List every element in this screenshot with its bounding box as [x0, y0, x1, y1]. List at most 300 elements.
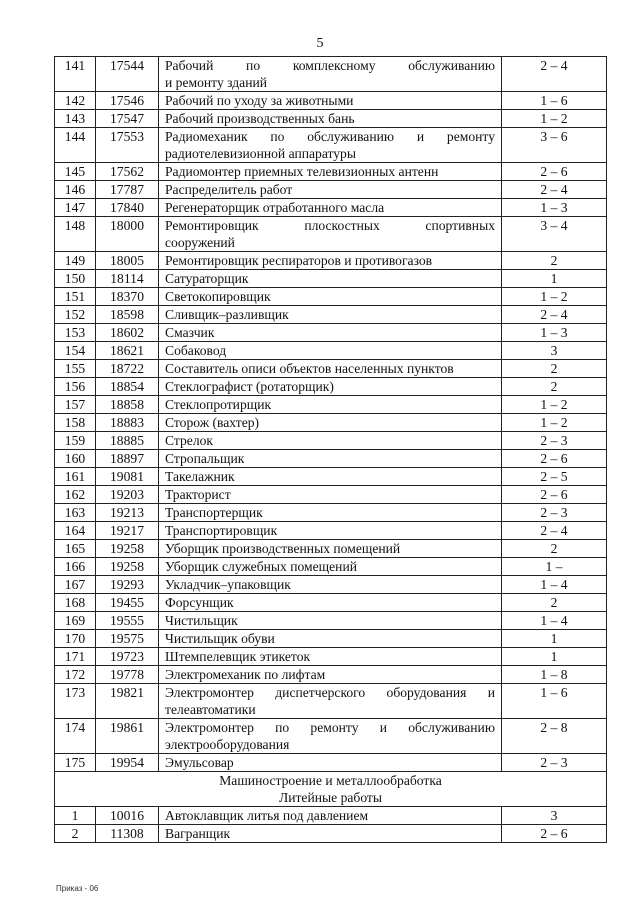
row-number: 166 — [64, 559, 86, 574]
row-number-cell — [55, 666, 96, 684]
row-number: 159 — [64, 433, 86, 448]
profession-code: 19293 — [110, 577, 144, 592]
profession-name-cell — [159, 252, 502, 270]
profession-code: 19455 — [110, 595, 144, 610]
table-body-foundry — [55, 807, 607, 843]
profession-name-cell — [159, 110, 502, 128]
row-number: 172 — [64, 667, 86, 682]
table-row — [55, 306, 607, 324]
grade-range: 1 — [550, 271, 558, 286]
profession-name-cell — [159, 199, 502, 217]
row-number: 150 — [64, 271, 86, 286]
row-number: 158 — [64, 415, 86, 430]
row-number: 156 — [64, 379, 86, 394]
section-title: Машиностроение и металлообработка — [219, 773, 442, 788]
row-number-cell — [55, 252, 96, 270]
profession-name: Сатураторщик — [165, 271, 249, 286]
profession-code-cell — [96, 648, 159, 666]
profession-code-cell — [96, 181, 159, 199]
grade-range: 1 – 2 — [540, 289, 568, 304]
table-row — [55, 807, 607, 825]
row-number-cell — [55, 630, 96, 648]
profession-name-cell — [159, 288, 502, 306]
grade-range-cell — [502, 324, 607, 342]
grade-range-cell — [502, 450, 607, 468]
profession-name-continued: электрооборудования — [165, 737, 290, 752]
row-number-cell — [55, 648, 96, 666]
profession-name: Автоклавщик литья под давлением — [165, 808, 369, 823]
row-number: 154 — [64, 343, 86, 358]
profession-code: 10016 — [110, 808, 144, 823]
profession-code: 18858 — [110, 397, 144, 412]
profession-code-cell — [96, 825, 159, 843]
section-cell — [55, 772, 607, 807]
grade-range: 1 – 3 — [540, 200, 568, 215]
grade-range-cell — [502, 360, 607, 378]
grade-range-cell — [502, 719, 607, 754]
row-number-cell — [55, 396, 96, 414]
grade-range: 3 – 4 — [540, 218, 568, 233]
profession-name: Электромонтер диспетчерского оборудования и — [165, 685, 495, 700]
profession-name-cell — [159, 414, 502, 432]
profession-name-cell — [159, 504, 502, 522]
table-row — [55, 252, 607, 270]
profession-name-cell — [159, 432, 502, 450]
profession-code-cell — [96, 342, 159, 360]
row-number-cell — [55, 558, 96, 576]
row-number-cell — [55, 540, 96, 558]
grade-range: 2 — [550, 541, 558, 556]
profession-code: 19778 — [110, 667, 144, 682]
grade-range-cell — [502, 594, 607, 612]
grade-range: 1 – 4 — [540, 577, 568, 592]
row-number: 168 — [64, 595, 86, 610]
table-row — [55, 719, 607, 754]
row-number-cell — [55, 414, 96, 432]
grade-range-cell — [502, 396, 607, 414]
grade-range: 1 – 8 — [540, 667, 568, 682]
profession-code-cell — [96, 807, 159, 825]
row-number: 164 — [64, 523, 86, 538]
row-number: 157 — [64, 397, 86, 412]
profession-code-cell — [96, 612, 159, 630]
row-number-cell — [55, 468, 96, 486]
profession-name: Транспортерщик — [165, 505, 263, 520]
profession-name-cell — [159, 217, 502, 252]
profession-code-cell — [96, 288, 159, 306]
table-row — [55, 754, 607, 772]
table-row — [55, 684, 607, 719]
row-number: 149 — [64, 253, 86, 268]
table-row — [55, 594, 607, 612]
table-row — [55, 825, 607, 843]
row-number-cell — [55, 504, 96, 522]
profession-name: Стеклографист (ротаторщик) — [165, 379, 334, 394]
profession-name: Чистильщик обуви — [165, 631, 275, 646]
profession-name-cell — [159, 163, 502, 181]
grade-range: 3 — [550, 808, 558, 823]
row-number-cell — [55, 288, 96, 306]
row-number-cell — [55, 450, 96, 468]
profession-name: Стрелок — [165, 433, 214, 448]
grade-range-cell — [502, 199, 607, 217]
row-number-cell — [55, 163, 96, 181]
profession-name-continued: и ремонту зданий — [165, 75, 268, 90]
grade-range-cell — [502, 807, 607, 825]
row-number-cell — [55, 594, 96, 612]
profession-code: 19575 — [110, 631, 144, 646]
row-number-cell — [55, 181, 96, 199]
row-number-cell — [55, 522, 96, 540]
table-body-main — [55, 57, 607, 772]
table-row — [55, 92, 607, 110]
grade-range: 1 – — [545, 559, 563, 574]
profession-name: Уборщик производственных помещений — [165, 541, 401, 556]
profession-name-cell — [159, 486, 502, 504]
table-row — [55, 360, 607, 378]
profession-code-cell — [96, 504, 159, 522]
grade-range: 2 — [550, 595, 558, 610]
grade-range: 1 – 2 — [540, 415, 568, 430]
table-row — [55, 57, 607, 92]
profession-code-cell — [96, 110, 159, 128]
grade-range-cell — [502, 414, 607, 432]
profession-code: 19954 — [110, 755, 144, 770]
table-row — [55, 576, 607, 594]
grade-range: 2 — [550, 253, 558, 268]
profession-name: Электромонтер по ремонту и обслуживанию — [165, 720, 495, 735]
profession-code: 19203 — [110, 487, 144, 502]
table-row — [55, 648, 607, 666]
profession-code-cell — [96, 199, 159, 217]
table-row — [55, 486, 607, 504]
profession-code-cell — [96, 92, 159, 110]
profession-code-cell — [96, 324, 159, 342]
profession-code-cell — [96, 252, 159, 270]
profession-code: 19821 — [110, 685, 144, 700]
profession-name: Электромеханик по лифтам — [165, 667, 326, 682]
profession-code-cell — [96, 306, 159, 324]
grade-range: 2 – 4 — [540, 523, 568, 538]
table-row — [55, 522, 607, 540]
row-number-cell — [55, 378, 96, 396]
grade-range-cell — [502, 252, 607, 270]
grade-range-cell — [502, 684, 607, 719]
grade-range-cell — [502, 486, 607, 504]
grade-range-cell — [502, 306, 607, 324]
profession-code: 18370 — [110, 289, 144, 304]
grade-range-cell — [502, 163, 607, 181]
profession-code: 19258 — [110, 559, 144, 574]
profession-code: 18602 — [110, 325, 144, 340]
table-row — [55, 163, 607, 181]
profession-name: Собаковод — [165, 343, 227, 358]
profession-name: Смазчик — [165, 325, 215, 340]
profession-name: Чистильщик — [165, 613, 238, 628]
profession-name-cell — [159, 648, 502, 666]
grade-range-cell — [502, 612, 607, 630]
profession-code-cell — [96, 270, 159, 288]
profession-name-cell — [159, 719, 502, 754]
grade-range: 1 – 3 — [540, 325, 568, 340]
profession-name: Рабочий по комплексному обслуживанию — [165, 58, 495, 73]
profession-name-cell — [159, 128, 502, 163]
row-number: 153 — [64, 325, 86, 340]
grade-range-cell — [502, 378, 607, 396]
profession-name-continued: радиотелевизионной аппаратуры — [165, 146, 356, 161]
profession-name: Сторож (вахтер) — [165, 415, 260, 430]
profession-name: Радиомеханик по обслуживанию и ремонту — [165, 129, 495, 144]
professions-table — [54, 56, 607, 843]
profession-name-cell — [159, 666, 502, 684]
profession-code-cell — [96, 522, 159, 540]
grade-range: 2 – 4 — [540, 307, 568, 322]
grade-range-cell — [502, 666, 607, 684]
table-row — [55, 342, 607, 360]
profession-name-cell — [159, 342, 502, 360]
grade-range-cell — [502, 128, 607, 163]
table-row — [55, 378, 607, 396]
row-number: 145 — [64, 164, 86, 179]
profession-name-cell — [159, 396, 502, 414]
profession-name-cell — [159, 540, 502, 558]
profession-name: Рабочий производственных бань — [165, 111, 355, 126]
row-number-cell — [55, 342, 96, 360]
row-number-cell — [55, 432, 96, 450]
table-row — [55, 432, 607, 450]
profession-code-cell — [96, 630, 159, 648]
grade-range: 1 — [550, 631, 558, 646]
profession-name: Светокопировщик — [165, 289, 271, 304]
grade-range: 2 – 6 — [540, 826, 568, 841]
table-row — [55, 414, 607, 432]
profession-code-cell — [96, 666, 159, 684]
profession-name: Рабочий по уходу за животными — [165, 93, 354, 108]
profession-name-continued: телеавтоматики — [165, 702, 256, 717]
grade-range-cell — [502, 540, 607, 558]
profession-code: 19555 — [110, 613, 144, 628]
table-row — [55, 217, 607, 252]
row-number-cell — [55, 217, 96, 252]
grade-range-cell — [502, 630, 607, 648]
row-number: 162 — [64, 487, 86, 502]
profession-name-cell — [159, 576, 502, 594]
grade-range-cell — [502, 110, 607, 128]
row-number-cell — [55, 324, 96, 342]
profession-code: 18897 — [110, 451, 144, 466]
profession-code: 18883 — [110, 415, 144, 430]
profession-code: 19258 — [110, 541, 144, 556]
row-number: 141 — [64, 58, 86, 73]
profession-name-cell — [159, 378, 502, 396]
row-number: 143 — [64, 111, 86, 126]
profession-code-cell — [96, 558, 159, 576]
profession-code: 18114 — [110, 271, 144, 286]
profession-name-cell — [159, 468, 502, 486]
grade-range: 2 — [550, 361, 558, 376]
grade-range: 2 – 6 — [540, 164, 568, 179]
profession-code: 19723 — [110, 649, 144, 664]
profession-code-cell — [96, 432, 159, 450]
row-number-cell — [55, 486, 96, 504]
grade-range-cell — [502, 181, 607, 199]
grade-range: 2 – 5 — [540, 469, 568, 484]
profession-code: 17547 — [110, 111, 144, 126]
row-number: 169 — [64, 613, 86, 628]
grade-range: 1 – 6 — [540, 93, 568, 108]
grade-range: 1 – 2 — [540, 397, 568, 412]
profession-name-cell — [159, 450, 502, 468]
profession-code-cell — [96, 684, 159, 719]
profession-code: 18722 — [110, 361, 144, 376]
profession-name: Радиомонтер приемных телевизионных антенн — [165, 164, 439, 179]
profession-name: Эмульсовар — [165, 755, 234, 770]
row-number-cell — [55, 612, 96, 630]
row-number-cell — [55, 576, 96, 594]
table-row — [55, 630, 607, 648]
grade-range-cell — [502, 522, 607, 540]
profession-code: 18000 — [110, 218, 144, 233]
row-number: 1 — [71, 808, 79, 823]
grade-range-cell — [502, 754, 607, 772]
grade-range: 2 – 3 — [540, 433, 568, 448]
profession-code: 11308 — [110, 826, 144, 841]
grade-range-cell — [502, 576, 607, 594]
row-number: 165 — [64, 541, 86, 556]
row-number-cell — [55, 807, 96, 825]
row-number-cell — [55, 92, 96, 110]
section-header — [55, 772, 607, 807]
grade-range: 2 – 8 — [540, 720, 568, 735]
profession-name: Стропальщик — [165, 451, 245, 466]
grade-range: 3 – 6 — [540, 129, 568, 144]
grade-range: 2 – 4 — [540, 58, 568, 73]
profession-code-cell — [96, 396, 159, 414]
profession-code-cell — [96, 450, 159, 468]
table-row — [55, 540, 607, 558]
grade-range: 2 – 3 — [540, 755, 568, 770]
row-number: 155 — [64, 361, 86, 376]
profession-code-cell — [96, 128, 159, 163]
grade-range: 1 – 6 — [540, 685, 568, 700]
row-number: 2 — [71, 826, 79, 841]
grade-range-cell — [502, 288, 607, 306]
row-number-cell — [55, 306, 96, 324]
table-row — [55, 666, 607, 684]
profession-code-cell — [96, 414, 159, 432]
profession-code: 18598 — [110, 307, 144, 322]
profession-code-cell — [96, 719, 159, 754]
profession-name: Форсунщик — [165, 595, 234, 610]
row-number-cell — [55, 110, 96, 128]
row-number-cell — [55, 270, 96, 288]
row-number-cell — [55, 825, 96, 843]
page-number: 5 — [316, 36, 324, 51]
profession-name-cell — [159, 270, 502, 288]
profession-code: 19081 — [110, 469, 144, 484]
profession-code-cell — [96, 540, 159, 558]
grade-range: 1 — [550, 649, 558, 664]
grade-range: 2 — [550, 379, 558, 394]
table-row — [55, 199, 607, 217]
profession-name: Штемпелевщик этикеток — [165, 649, 311, 664]
footer-note: Приказ - 06 — [56, 884, 99, 893]
profession-code: 18621 — [110, 343, 144, 358]
profession-name-cell — [159, 57, 502, 92]
profession-name: Тракторист — [165, 487, 231, 502]
grade-range-cell — [502, 825, 607, 843]
row-number: 146 — [64, 182, 86, 197]
profession-code-cell — [96, 378, 159, 396]
profession-code: 17562 — [110, 164, 144, 179]
grade-range-cell — [502, 217, 607, 252]
profession-code: 18854 — [110, 379, 144, 394]
row-number: 163 — [64, 505, 86, 520]
table-row — [55, 396, 607, 414]
grade-range-cell — [502, 648, 607, 666]
table-row — [55, 128, 607, 163]
profession-name: Уборщик служебных помещений — [165, 559, 357, 574]
row-number-cell — [55, 128, 96, 163]
profession-name-cell — [159, 754, 502, 772]
profession-code-cell — [96, 57, 159, 92]
grade-range: 2 – 4 — [540, 182, 568, 197]
grade-range: 1 – 2 — [540, 111, 568, 126]
section-row — [55, 772, 607, 807]
row-number: 148 — [64, 218, 86, 233]
profession-code: 18885 — [110, 433, 144, 448]
table-row — [55, 324, 607, 342]
row-number-cell — [55, 360, 96, 378]
subsection-title: Литейные работы — [278, 790, 383, 805]
profession-code: 17546 — [110, 93, 144, 108]
profession-name-cell — [159, 807, 502, 825]
profession-code: 17544 — [110, 58, 144, 73]
row-number: 142 — [64, 93, 86, 108]
row-number: 171 — [64, 649, 86, 664]
profession-name-continued: сооружений — [165, 235, 235, 250]
table-row — [55, 504, 607, 522]
row-number: 152 — [64, 307, 86, 322]
row-number-cell — [55, 684, 96, 719]
row-number: 147 — [64, 200, 86, 215]
profession-name-cell — [159, 306, 502, 324]
row-number-cell — [55, 754, 96, 772]
profession-name: Укладчик–упаковщик — [165, 577, 291, 592]
profession-name: Вагранщик — [165, 826, 231, 841]
row-number: 174 — [64, 720, 86, 735]
profession-name-cell — [159, 630, 502, 648]
grade-range: 3 — [550, 343, 558, 358]
profession-code: 19861 — [110, 720, 144, 735]
profession-code: 17553 — [110, 129, 144, 144]
profession-code-cell — [96, 217, 159, 252]
profession-name-cell — [159, 825, 502, 843]
profession-code-cell — [96, 754, 159, 772]
profession-code: 17840 — [110, 200, 144, 215]
grade-range: 2 – 6 — [540, 451, 568, 466]
profession-name-cell — [159, 181, 502, 199]
row-number: 167 — [64, 577, 86, 592]
grade-range: 2 – 6 — [540, 487, 568, 502]
profession-name: Транспортировщик — [165, 523, 278, 538]
row-number: 144 — [64, 129, 86, 144]
table-row — [55, 270, 607, 288]
grade-range-cell — [502, 468, 607, 486]
grade-range-cell — [502, 92, 607, 110]
profession-name: Стеклопротирщик — [165, 397, 272, 412]
profession-code-cell — [96, 360, 159, 378]
